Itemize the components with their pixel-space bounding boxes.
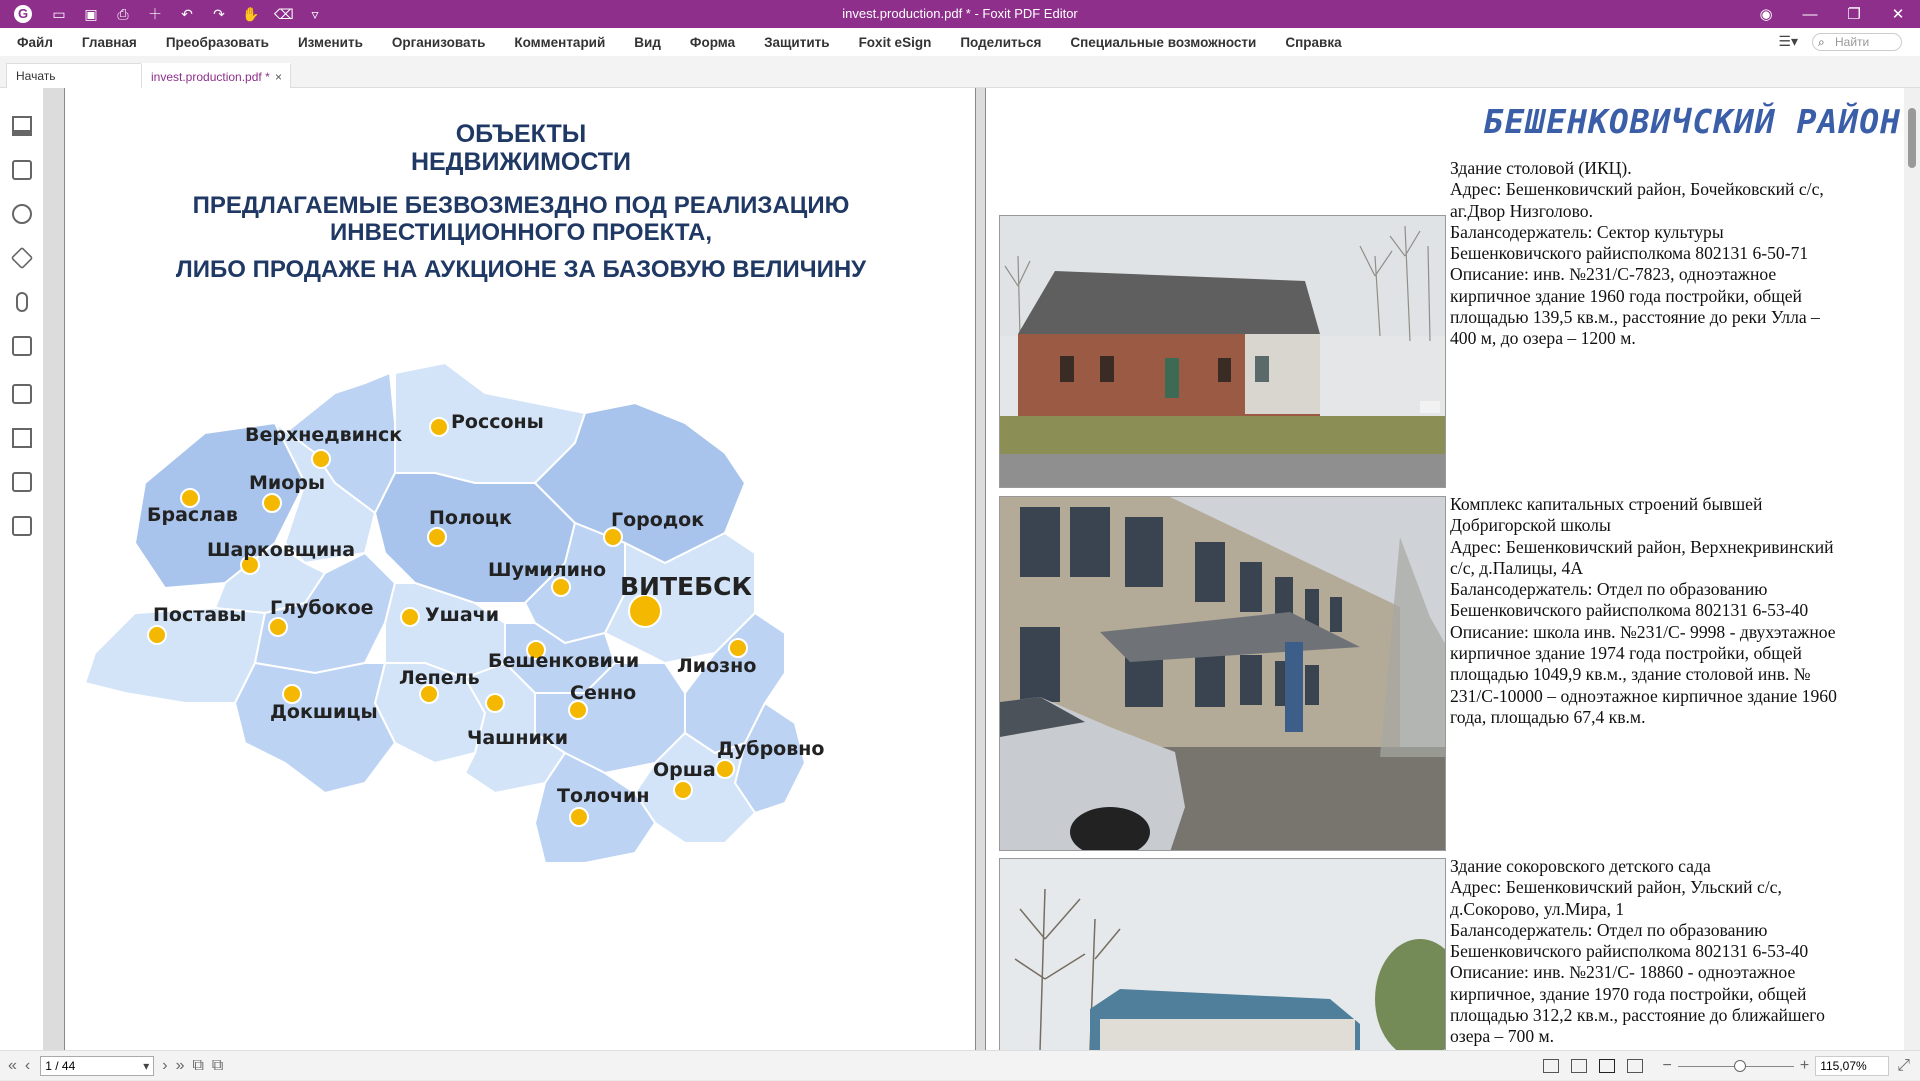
city-dot-ushachi xyxy=(401,608,419,626)
object-1-line: Балансодержатель: Сектор культуры xyxy=(1450,222,1880,243)
menu-file[interactable]: Файл xyxy=(17,35,53,50)
object-2-line: года, площадью 67,4 кв.м. xyxy=(1450,707,1880,728)
eraser-icon[interactable]: ⌫ xyxy=(274,5,292,23)
label-dubrovno: Дубровно xyxy=(717,738,824,760)
previous-view-icon[interactable]: ⧉ xyxy=(192,1057,203,1075)
label-sharkovshchina: Шарковщина xyxy=(207,539,355,561)
object-2-line: 231/С-10000 – одноэтажное кирпичное здание 1960 xyxy=(1450,686,1880,707)
zoom-in-icon[interactable]: + xyxy=(1800,1057,1809,1075)
label-glubokoe: Глубокое xyxy=(270,597,374,619)
district-title: БЕШЕНКОВИЧСКИЙ РАЙОН xyxy=(1484,102,1901,141)
district-tolochin xyxy=(535,753,655,863)
object-2-line: Бешенковичского райисполкома 802131 6-53-40 xyxy=(1450,600,1880,621)
menu-form[interactable]: Форма xyxy=(690,35,735,50)
scrollbar-thumb[interactable] xyxy=(1908,108,1916,168)
label-chashniki: Чашники xyxy=(467,727,568,749)
object-1-line: площадью 139,5 кв.м., расстояние до реки Улла – xyxy=(1450,307,1880,328)
pdf-page-2 xyxy=(985,88,1920,1050)
menu-help[interactable]: Справка xyxy=(1285,35,1341,50)
city-dot-chashniki xyxy=(486,694,504,712)
title-bar xyxy=(0,0,1920,28)
object-3-line: озера – 700 м. xyxy=(1450,1026,1880,1047)
print-icon[interactable]: ⎙ xyxy=(114,5,132,23)
label-shumilino: Шумилино xyxy=(488,559,606,581)
label-verkhnedvinsk: Верхнедвинск xyxy=(245,424,402,446)
menu-view[interactable]: Вид xyxy=(634,35,661,50)
label-polotsk: Полоцк xyxy=(429,507,512,529)
status-bar xyxy=(0,1050,1920,1080)
tab-start-label: Начать xyxy=(16,69,56,83)
single-page-view-icon[interactable] xyxy=(1543,1059,1559,1073)
label-beshenkovichi: Бешенковичи xyxy=(488,650,639,672)
tab-start[interactable] xyxy=(6,63,142,88)
quick-access-toolbar xyxy=(50,5,324,23)
previous-page-icon[interactable]: ‹ xyxy=(25,1057,30,1075)
facing-view-icon[interactable] xyxy=(1599,1059,1615,1073)
menu-organize[interactable]: Организовать xyxy=(392,35,486,50)
object-2-line: площадью 1049,9 кв.м., здание столовой инв. № xyxy=(1450,664,1880,685)
object-1-line: 400 м, до озера – 1200 м. xyxy=(1450,328,1880,349)
page-subtitle-line1: ПРЕДЛАГАЕМЫЕ БЕЗВОЗМЕЗДНО ПОД РЕАЛИЗАЦИЮ xyxy=(65,192,977,219)
object-1-line: Описание: инв. №231/С-7823, одноэтажное xyxy=(1450,264,1880,285)
zoom-slider[interactable] xyxy=(1678,1066,1794,1067)
photo-canteen-building xyxy=(999,215,1446,488)
object-1-description xyxy=(1450,158,1880,350)
next-view-icon[interactable]: ⧉ xyxy=(212,1057,223,1075)
new-icon[interactable]: ＋ xyxy=(146,5,164,23)
object-1-line: кирпичное здание 1960 года постройки, общей xyxy=(1450,286,1880,307)
advanced-search-icon[interactable]: ☰▾ xyxy=(1778,33,1798,50)
tab-bar xyxy=(0,56,1920,88)
label-senno: Сенно xyxy=(570,682,636,704)
find-input[interactable] xyxy=(1812,33,1902,51)
document-info-icon[interactable] xyxy=(12,516,32,536)
menu-esign[interactable]: Foxit eSign xyxy=(859,35,932,50)
continuous-facing-view-icon[interactable] xyxy=(1627,1059,1643,1073)
account-icon[interactable]: ◉ xyxy=(1744,5,1788,23)
tab-close-icon[interactable]: × xyxy=(275,65,282,89)
object-2-line: Добригорской школы xyxy=(1450,515,1880,536)
zoom-controls xyxy=(1543,1051,1920,1081)
tab-document[interactable] xyxy=(141,63,291,88)
city-dot-verkhnedvinsk xyxy=(312,450,330,468)
label-lepel: Лепель xyxy=(399,667,480,689)
photo-school-image xyxy=(1000,497,1446,851)
object-2-line: Комплекс капитальных строений бывшей xyxy=(1450,494,1880,515)
save-icon[interactable]: ▣ xyxy=(82,5,100,23)
undo-icon[interactable]: ↶ xyxy=(178,5,196,23)
object-3-line: Бешенковичского райисполкома 802131 6-53-40 xyxy=(1450,941,1880,962)
object-2-line: Описание: школа инв. №231/С- 9998 - двухэтажное xyxy=(1450,622,1880,643)
object-3-line: Описание: инв. №231/С- 18860 - одноэтажное xyxy=(1450,962,1880,983)
menu-convert[interactable]: Преобразовать xyxy=(166,35,269,50)
open-folder-icon[interactable]: ▭ xyxy=(50,5,68,23)
menu-accessibility[interactable]: Специальные возможности xyxy=(1070,35,1256,50)
next-page-icon[interactable]: › xyxy=(162,1057,167,1075)
layers-icon[interactable] xyxy=(11,247,34,270)
fit-screen-icon[interactable]: ⤢ xyxy=(1897,1057,1910,1075)
object-2-description xyxy=(1450,494,1880,728)
label-gorodok: Городок xyxy=(611,509,704,531)
security-icon[interactable] xyxy=(12,336,32,356)
object-3-line: Балансодержатель: Отдел по образованию xyxy=(1450,920,1880,941)
minimize-icon[interactable]: — xyxy=(1788,6,1832,23)
page-title-line2: НЕДВИЖИМОСТИ xyxy=(65,148,977,176)
menu-comment[interactable]: Комментарий xyxy=(514,35,605,50)
object-1-line: аг.Двор Низголово. xyxy=(1450,201,1880,222)
label-braslav: Браслав xyxy=(147,504,238,526)
object-3-line: Здание сокоровского детского сада xyxy=(1450,856,1880,877)
search-icon: ⌕ xyxy=(1818,34,1825,50)
page-subtitle-line3: ЛИБО ПРОДАЖЕ НА АУКЦИОНЕ ЗА БАЗОВУЮ ВЕЛИЧИНУ xyxy=(65,256,977,283)
photo-kindergarten-image xyxy=(1000,859,1446,1050)
object-1-line: Бешенковичского райисполкома 802131 6-50-71 xyxy=(1450,243,1880,264)
customize-icon[interactable]: ▿ xyxy=(306,5,324,23)
object-2-line: Адрес: Бешенковичский район, Верхнекривинский xyxy=(1450,537,1880,558)
menu-bar xyxy=(0,28,1920,56)
photo-school-building xyxy=(999,496,1446,851)
pages-icon[interactable] xyxy=(12,160,32,180)
zoom-out-icon[interactable]: − xyxy=(1663,1057,1672,1075)
comments-icon[interactable] xyxy=(12,204,32,224)
last-page-icon[interactable]: » xyxy=(176,1057,185,1075)
signature-icon[interactable] xyxy=(12,428,32,448)
page-number-input[interactable]: 1 / 44 ▾ xyxy=(40,1056,154,1076)
close-icon[interactable]: ✕ xyxy=(1876,5,1920,23)
object-3-line: д.Сокорово, ул.Мира, 1 xyxy=(1450,899,1880,920)
menu-share[interactable]: Поделиться xyxy=(960,35,1041,50)
city-dot-polotsk xyxy=(428,528,446,546)
object-3-line: площадью 312,2 кв.м., расстояние до ближайшего xyxy=(1450,1005,1880,1026)
foxit-logo-icon[interactable]: G xyxy=(14,5,32,23)
attachment-icon[interactable] xyxy=(16,292,28,312)
vitebsk-region-map xyxy=(65,323,977,1043)
city-dot-rossony xyxy=(430,418,448,436)
object-3-line: Адрес: Бешенковичский район, Ульский с/с, xyxy=(1450,877,1880,898)
object-2-line: с/с, д.Палицы, 4А xyxy=(1450,558,1880,579)
pdf-page-1 xyxy=(64,88,976,1050)
city-dot-tolochin xyxy=(570,808,588,826)
menu-home[interactable]: Главная xyxy=(82,35,137,50)
continuous-view-icon[interactable] xyxy=(1571,1059,1587,1073)
content-icon[interactable] xyxy=(12,472,32,492)
bookmark-icon[interactable] xyxy=(12,116,32,136)
label-dokshitsy: Докшицы xyxy=(270,701,378,723)
district-dokshitsy xyxy=(235,663,395,793)
hand-tool-icon[interactable]: ✋ xyxy=(242,5,260,23)
object-3-line: кирпичное, здание 1970 года постройки, общей xyxy=(1450,984,1880,1005)
zoom-slider-knob[interactable] xyxy=(1734,1060,1746,1072)
label-rossony: Россоны xyxy=(451,411,544,433)
city-dot-glubokoe xyxy=(269,618,287,636)
city-dot-orsha xyxy=(674,781,692,799)
restore-icon[interactable]: ❐ xyxy=(1832,5,1876,23)
object-1-line: Здание столовой (ИКЦ). xyxy=(1450,158,1880,179)
page-subtitle-line2: ИНВЕСТИЦИОННОГО ПРОЕКТА, xyxy=(65,219,977,246)
label-ushachi: Ушачи xyxy=(425,604,499,626)
label-miory: Миоры xyxy=(249,472,325,494)
object-1-line: Адрес: Бешенковичский район, Бочейковский с/с, xyxy=(1450,179,1880,200)
document-viewport[interactable] xyxy=(44,88,1920,1050)
vertical-scrollbar[interactable] xyxy=(1904,88,1920,1050)
redo-icon[interactable]: ↷ xyxy=(210,5,228,23)
find-placeholder: Найти xyxy=(1835,35,1869,49)
object-2-line: кирпичное здание 1974 года постройки, общей xyxy=(1450,643,1880,664)
city-dot-dubrovno xyxy=(716,760,734,778)
photo-canteen-image xyxy=(1000,216,1446,488)
object-3-description xyxy=(1450,856,1880,1048)
label-postavy: Поставы xyxy=(153,604,246,626)
first-page-icon[interactable]: « xyxy=(8,1057,17,1075)
window-title: invest.production.pdf * - Foxit PDF Editor xyxy=(0,6,1920,21)
zoom-value-input[interactable]: 115,07% xyxy=(1815,1056,1889,1076)
tab-document-label: invest.production.pdf * xyxy=(151,70,270,84)
city-dot-miory xyxy=(263,494,281,512)
menu-protect[interactable]: Защитить xyxy=(764,35,829,50)
city-dot-postavy xyxy=(148,626,166,644)
object-2-line: Балансодержатель: Отдел по образованию xyxy=(1450,579,1880,600)
label-tolochin: Толочин xyxy=(557,785,649,807)
photo-kindergarten-building xyxy=(999,858,1446,1050)
label-orsha: Орша xyxy=(653,759,716,781)
menu-edit[interactable]: Изменить xyxy=(298,35,363,50)
form-fields-icon[interactable] xyxy=(12,384,32,404)
label-vitebsk: ВИТЕБСК xyxy=(620,572,753,601)
window-controls xyxy=(1744,0,1920,28)
label-liozno: Лиозно xyxy=(677,655,756,677)
navigation-panel xyxy=(0,88,44,1050)
page-title-line1: ОБЪЕКТЫ xyxy=(65,120,977,148)
